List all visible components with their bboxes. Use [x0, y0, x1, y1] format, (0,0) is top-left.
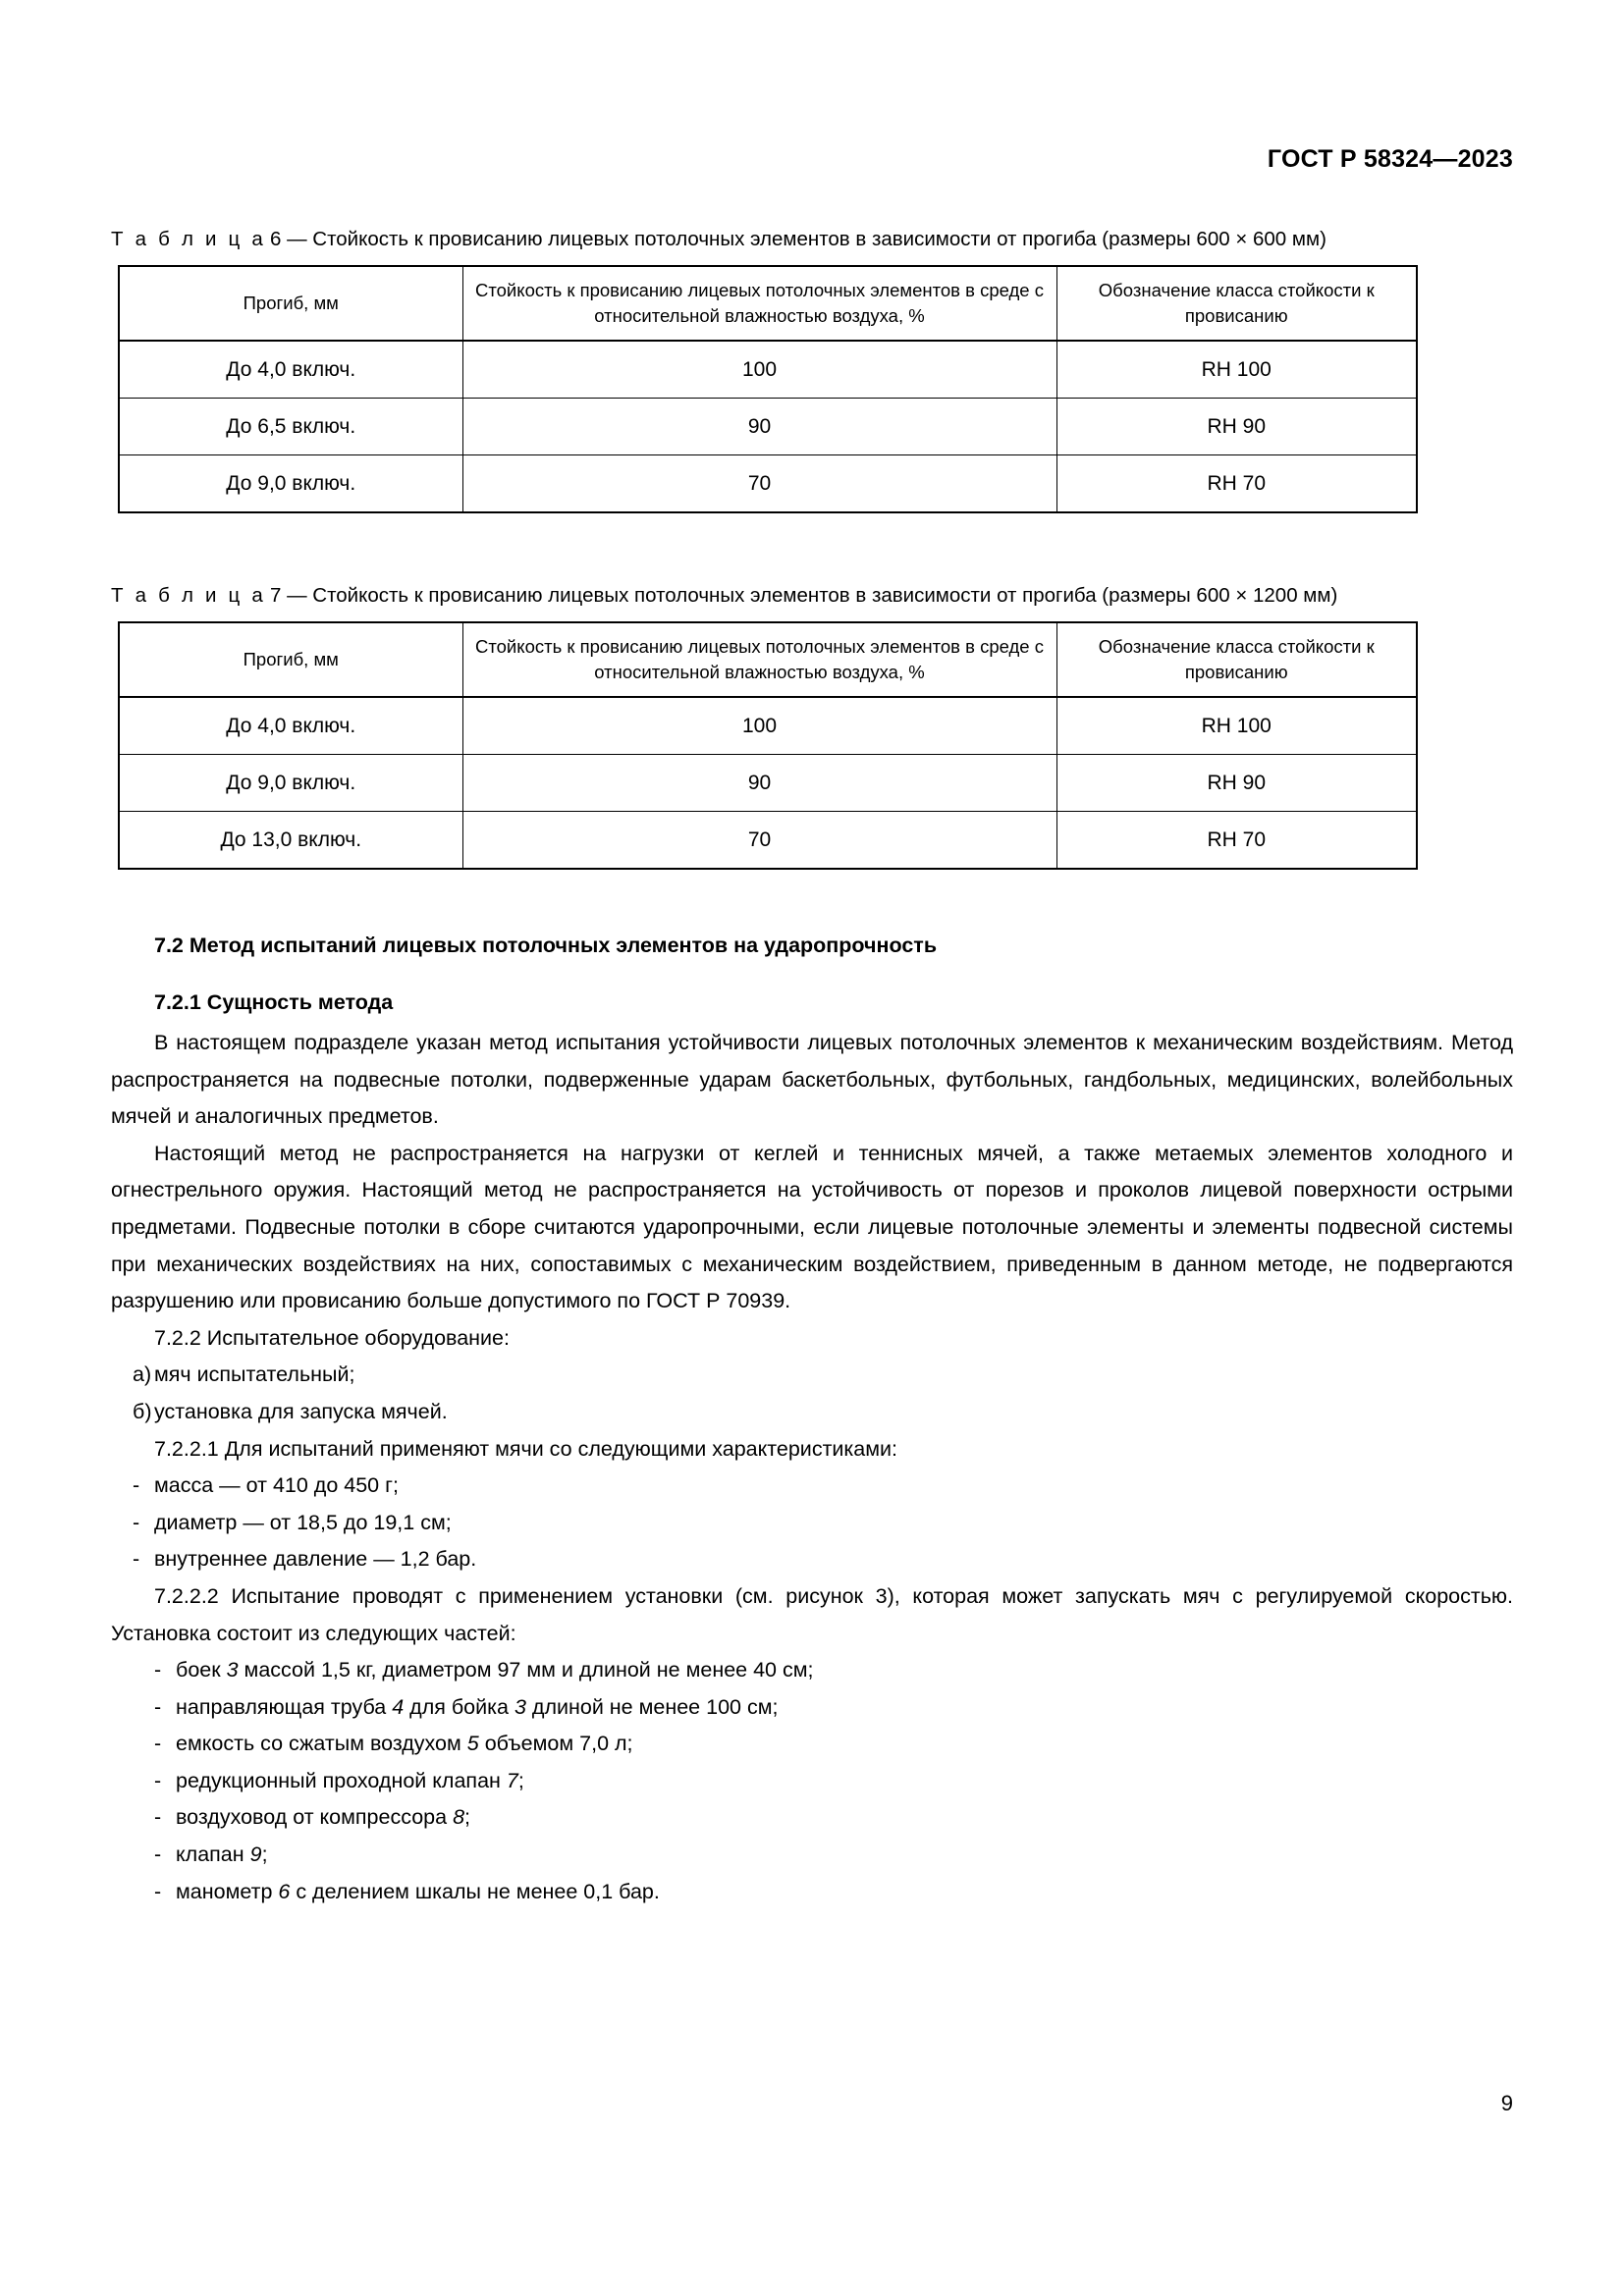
table-row: [119, 697, 1417, 755]
table6-caption-label: Т а б л и ц а: [111, 228, 266, 250]
rig-parts-list: [111, 1652, 1513, 1910]
list-item: [111, 1394, 1513, 1431]
paragraph-7-2-2-1-intro: 7.2.2.1 Для испытаний применяют мячи со следующими характеристиками:: [154, 1436, 898, 1461]
table7-cell: До 9,0 включ.: [119, 755, 462, 812]
list-item: [111, 1799, 1513, 1837]
heading-7-2: 7.2 Метод испытаний лицевых потолочных элементов на ударопрочность: [154, 934, 938, 957]
table6-caption-text: — Стойкость к провисанию лицевых потолочных элементов в зависимости от прогиба (размеры 600 × 600 мм): [287, 228, 1326, 250]
list-item: [111, 1468, 1513, 1505]
table7-caption: [111, 580, 1513, 612]
table6-cell: До 9,0 включ.: [119, 455, 462, 513]
table6-cell: RH 70: [1056, 455, 1417, 513]
page-number: 9: [1500, 2091, 1513, 2115]
page-content: [111, 224, 1513, 1910]
list-item-text-tail: массой 1,5 кг, диаметром 97 мм и длиной не менее 40 см;: [238, 1658, 814, 1682]
table6: [118, 265, 1418, 513]
heading-7-2-1: 7.2.1 Сущность метода: [154, 990, 394, 1014]
list-item: [111, 1541, 1513, 1578]
table7-cell: 90: [462, 755, 1056, 812]
list-item-text: клапан: [176, 1842, 250, 1867]
list-marker: -: [133, 1473, 140, 1498]
list-marker: -: [154, 1805, 162, 1830]
list-item: [111, 1357, 1513, 1394]
list-marker: -: [133, 1510, 140, 1534]
list-marker: -: [154, 1842, 162, 1867]
list-item-text-tail: с делением шкалы не менее 0,1 бар.: [290, 1879, 660, 1903]
ball-specs-list: [111, 1468, 1513, 1578]
paragraph-7-2-2-2-intro: 7.2.2.2 Испытание проводят с применением установки (см. рисунок 3), которая может запускать мяч с регулируемой скоростью. Установка состоит из следующих частей:: [111, 1583, 1513, 1645]
page-header: ГОСТ Р 58324—2023: [1267, 145, 1513, 173]
list-item: [111, 1505, 1513, 1542]
spacer: [111, 513, 1513, 580]
paragraph-method-scope: В настоящем подразделе указан метод испытания устойчивости лицевых потолочных элементов к механическим воздействиям. Метод распространяется на подвесные потолки, подверженные ударам баскетбольных, футбольных, гандбольных, медицинских, волейбольных мячей и аналогичных предметов.: [111, 1031, 1513, 1129]
list-marker: -: [154, 1732, 162, 1756]
list-item: [111, 1874, 1513, 1911]
list-item: [111, 1763, 1513, 1800]
list-marker: -: [154, 1879, 162, 1903]
table6-col-header-resistance: Стойкость к провисанию лицевых потолочных элементов в среде с относительной влажностью воздуха, %: [462, 266, 1056, 341]
list-item-text: масса — от 410 до 450 г;: [154, 1473, 399, 1498]
list-item: [111, 1652, 1513, 1689]
list-item: [111, 1689, 1513, 1727]
paragraph-method-exclusions: Настоящий метод не распространяется на нагрузки от кеглей и теннисных мячей, а также метаемых элементов холодного и огнестрельного оружия. Настоящий метод не распространяется на устойчивость от порезов и проколов лицевой поверхности острыми предметами. Подвесные потолки в сборе считаются ударопрочными, если лицевые потолочные элементы и элементы подвесной системы при механических воздействиях на них, сопоставимых с механическим воздействием, приведенным в данном методе, не подвергаются разрушению или провисанию больше допустимого по ГОСТ Р 70939.: [111, 1141, 1513, 1313]
part-reference: 4: [392, 1694, 405, 1719]
list-marker: -: [154, 1658, 162, 1682]
table6-caption-number: 6: [270, 228, 282, 250]
part-reference: 5: [466, 1732, 479, 1756]
table7-cell: До 4,0 включ.: [119, 697, 462, 755]
part-reference: 8: [453, 1805, 465, 1830]
list-item-text: воздуховод от компрессора: [176, 1805, 454, 1830]
list-marker: -: [133, 1547, 140, 1572]
list-item-text: направляющая труба: [176, 1694, 393, 1719]
list-item: [111, 1726, 1513, 1763]
table7-caption-text: — Стойкость к провисанию лицевых потолочных элементов в зависимости от прогиба (размеры 600 × 1200 мм): [287, 584, 1338, 607]
table6-cell: 100: [462, 341, 1056, 399]
list-item: [111, 1837, 1513, 1874]
table7-col-header-deflection: Прогиб, мм: [119, 622, 462, 697]
table7-caption-number: 7: [270, 584, 282, 607]
part-reference: 9: [249, 1842, 262, 1867]
table6-cell: До 6,5 включ.: [119, 399, 462, 455]
table7-col-header-class: Обозначение класса стойкости к провисанию: [1056, 622, 1417, 697]
list-item-text: внутреннее давление — 1,2 бар.: [154, 1547, 477, 1572]
table-row: [119, 455, 1417, 513]
table7-caption-label: Т а б л и ц а: [111, 584, 266, 607]
list-item-text-tail: объемом 7,0 л;: [478, 1732, 633, 1756]
table6-cell: 90: [462, 399, 1056, 455]
table7-cell: RH 90: [1056, 755, 1417, 812]
table7-cell: 70: [462, 812, 1056, 870]
table7-col-header-resistance: Стойкость к провисанию лицевых потолочных элементов в среде с относительной влажностью воздуха, %: [462, 622, 1056, 697]
equipment-list: [111, 1357, 1513, 1430]
paragraph-7-2-2-intro: 7.2.2 Испытательное оборудование:: [154, 1325, 510, 1350]
list-item-text: установка для запуска мячей.: [154, 1399, 448, 1423]
part-reference: 3: [226, 1658, 239, 1682]
table6-col-header-deflection: Прогиб, мм: [119, 266, 462, 341]
table6-col-header-class: Обозначение класса стойкости к провисанию: [1056, 266, 1417, 341]
table7-cell: До 13,0 включ.: [119, 812, 462, 870]
list-item-text: емкость со сжатым воздухом: [176, 1732, 467, 1756]
list-marker: б): [133, 1399, 152, 1423]
list-marker: -: [154, 1768, 162, 1792]
table-row: [119, 755, 1417, 812]
table7-cell: RH 70: [1056, 812, 1417, 870]
part-reference: 6: [278, 1879, 291, 1903]
spacer: [111, 870, 1513, 931]
table7-cell: 100: [462, 697, 1056, 755]
table7: [118, 621, 1418, 870]
list-item-text: мяч испытательный;: [154, 1362, 355, 1387]
table6-caption: [111, 224, 1513, 255]
part-reference: 3: [514, 1694, 526, 1719]
list-item-text-mid: для бойка: [404, 1694, 514, 1719]
table-row: [119, 399, 1417, 455]
table6-cell: 70: [462, 455, 1056, 513]
table6-cell: До 4,0 включ.: [119, 341, 462, 399]
part-reference: 7: [506, 1768, 518, 1792]
table-row: [119, 812, 1417, 870]
list-item-text: боек: [176, 1658, 227, 1682]
table7-header-row: [119, 622, 1417, 697]
table6-cell: RH 100: [1056, 341, 1417, 399]
list-item-text: манометр: [176, 1879, 279, 1903]
list-item-text-tail: ;: [517, 1768, 524, 1792]
table6-header-row: [119, 266, 1417, 341]
list-item-text-tail: ;: [464, 1805, 471, 1830]
table7-cell: RH 100: [1056, 697, 1417, 755]
list-item-text: диаметр — от 18,5 до 19,1 см;: [154, 1510, 452, 1534]
table6-cell: RH 90: [1056, 399, 1417, 455]
list-marker: -: [154, 1694, 162, 1719]
list-marker: а): [133, 1362, 152, 1387]
list-item-text: редукционный проходной клапан: [176, 1768, 507, 1792]
list-item-text-tail: ;: [261, 1842, 268, 1867]
table-row: [119, 341, 1417, 399]
list-item-text-tail: длиной не менее 100 см;: [525, 1694, 779, 1719]
